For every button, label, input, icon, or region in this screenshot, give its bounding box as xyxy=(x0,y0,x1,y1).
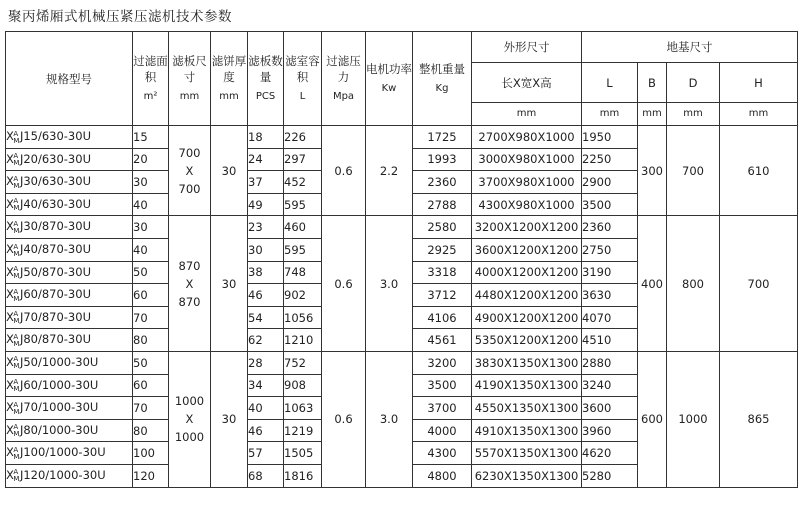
cell-weight: 3318 xyxy=(413,261,472,284)
cell-area: 30 xyxy=(133,216,169,239)
cell-pressure: 0.6 xyxy=(322,126,366,216)
header-B-unit: mm xyxy=(638,103,667,126)
cell-L: 4070 xyxy=(582,306,638,329)
table-row xyxy=(6,351,798,374)
cell-dimensions: 5350X1200X1200 xyxy=(472,329,582,352)
cell-cake-thickness: 30 xyxy=(211,216,248,352)
cell-dimensions: 4190X1350X1300 xyxy=(472,374,582,397)
cell-weight: 1993 xyxy=(413,148,472,171)
cell-H: 610 xyxy=(720,126,798,216)
header-weight: 整机重量 Kg xyxy=(413,32,472,126)
cell-L: 3630 xyxy=(582,284,638,307)
cell-L: 3240 xyxy=(582,374,638,397)
cell-dimensions: 4480X1200X1200 xyxy=(472,284,582,307)
cell-dimensions: 5570X1350X1300 xyxy=(472,442,582,465)
model-prefix: X A M xyxy=(6,445,19,461)
cell-model xyxy=(6,126,133,149)
model-code: J50/1000-30U xyxy=(19,354,99,369)
model-code: J40/870-30U xyxy=(19,242,91,257)
cell-plate-count: 24 xyxy=(248,148,284,171)
cell-weight: 2788 xyxy=(413,193,472,216)
cell-area: 50 xyxy=(133,351,169,374)
cell-model xyxy=(6,419,133,442)
model-prefix: X A M xyxy=(6,400,19,416)
cell-motor-power: 3.0 xyxy=(366,351,413,487)
page-title: 聚丙烯厢式机械压紧压滤机技术参数 xyxy=(8,9,232,25)
cell-model xyxy=(6,284,133,307)
model-prefix: X A M xyxy=(6,219,19,235)
header-col-D: D xyxy=(667,63,720,103)
cell-chamber-volume: 1063 xyxy=(284,397,322,420)
table-row xyxy=(6,126,798,149)
cell-L: 1950 xyxy=(582,126,638,149)
cell-model xyxy=(6,464,133,487)
model-code: J120/1000-30U xyxy=(19,467,106,482)
cell-weight: 3712 xyxy=(413,284,472,307)
cell-weight: 1725 xyxy=(413,126,472,149)
cell-weight: 3200 xyxy=(413,351,472,374)
model-code: J80/870-30U xyxy=(19,332,91,347)
model-prefix: X A M xyxy=(6,264,19,281)
cell-chamber-volume: 297 xyxy=(284,148,322,171)
cell-D: 1000 xyxy=(667,351,720,487)
header-model: 规格型号 xyxy=(6,32,133,126)
cell-chamber-volume: 748 xyxy=(284,261,322,284)
model-code: J30/870-30U xyxy=(19,219,91,234)
cell-plate-count: 30 xyxy=(248,238,284,261)
cell-model xyxy=(6,148,133,171)
plate-size-line: 1000 xyxy=(174,394,205,409)
cell-dimensions: 4000X1200X1200 xyxy=(472,261,582,284)
model-prefix: X A M xyxy=(6,354,19,371)
cell-plate-count: 49 xyxy=(248,193,284,216)
cell-L: 2900 xyxy=(582,171,638,194)
cell-weight: 3700 xyxy=(413,397,472,420)
cell-area: 15 xyxy=(133,126,169,149)
cell-dimensions: 2700X980X1000 xyxy=(472,126,582,149)
cell-H: 700 xyxy=(720,216,798,352)
cell-chamber-volume: 1219 xyxy=(284,419,322,442)
cell-dimensions: 4550X1350X1300 xyxy=(472,397,582,420)
cell-chamber-volume: 452 xyxy=(284,171,322,194)
cell-model xyxy=(6,329,133,352)
cell-B: 600 xyxy=(638,351,667,487)
header-motor-power: 电机功率 Kw xyxy=(366,32,413,126)
model-prefix: X A M xyxy=(6,422,19,439)
cell-model xyxy=(6,171,133,194)
plate-size-line: X xyxy=(185,276,194,291)
cell-model xyxy=(6,306,133,329)
cell-dimensions: 4300X980X1000 xyxy=(472,193,582,216)
cell-plate-count: 46 xyxy=(248,284,284,307)
cell-weight: 2925 xyxy=(413,238,472,261)
model-code: J20/630-30U xyxy=(19,151,91,166)
header-col-B: B xyxy=(638,63,667,103)
cell-D: 800 xyxy=(667,216,720,352)
cell-plate-count: 28 xyxy=(248,351,284,374)
cell-plate-size xyxy=(169,126,211,216)
cell-weight: 4106 xyxy=(413,306,472,329)
cell-L: 3190 xyxy=(582,261,638,284)
model-code: J100/1000-30U xyxy=(19,445,106,460)
cell-weight: 2360 xyxy=(413,171,472,194)
cell-chamber-volume: 752 xyxy=(284,351,322,374)
cell-area: 50 xyxy=(133,261,169,284)
header-plate-size: 滤板尺寸 mm xyxy=(169,32,211,126)
model-prefix: X A M xyxy=(6,377,19,394)
model-prefix: X A M xyxy=(6,242,19,258)
spec-table xyxy=(5,31,798,488)
cell-area: 40 xyxy=(133,193,169,216)
cell-chamber-volume: 1816 xyxy=(284,464,322,487)
cell-dimensions: 3700X980X1000 xyxy=(472,171,582,194)
cell-chamber-volume: 595 xyxy=(284,193,322,216)
cell-model xyxy=(6,193,133,216)
header-D-unit: mm xyxy=(667,103,720,126)
cell-L: 2880 xyxy=(582,351,638,374)
cell-weight: 4800 xyxy=(413,464,472,487)
cell-dimensions: 4910X1350X1300 xyxy=(472,419,582,442)
header-dimensions-sub: 长X宽X高 xyxy=(472,63,582,103)
model-prefix: X A M xyxy=(6,467,19,484)
cell-model xyxy=(6,351,133,374)
model-code: J30/630-30U xyxy=(19,174,91,189)
cell-plate-count: 23 xyxy=(248,216,284,239)
header-dimensions-unit: mm xyxy=(472,103,582,126)
header-H-unit: mm xyxy=(720,103,798,126)
cell-plate-count: 62 xyxy=(248,329,284,352)
header-dimensions: 外形尺寸 xyxy=(472,32,582,63)
cell-area: 40 xyxy=(133,238,169,261)
cell-chamber-volume: 226 xyxy=(284,126,322,149)
cell-B: 400 xyxy=(638,216,667,352)
cell-dimensions: 3200X1200X1200 xyxy=(472,216,582,239)
cell-dimensions: 3600X1200X1200 xyxy=(472,238,582,261)
cell-model xyxy=(6,238,133,261)
cell-cake-thickness: 30 xyxy=(211,126,248,216)
table-header xyxy=(6,32,798,126)
cell-plate-size xyxy=(169,216,211,352)
model-code: J80/1000-30U xyxy=(19,422,99,437)
cell-L: 4620 xyxy=(582,442,638,465)
header-chamber-volume: 滤室容积 L xyxy=(284,32,322,126)
cell-model xyxy=(6,397,133,420)
cell-weight: 4000 xyxy=(413,419,472,442)
cell-L: 2360 xyxy=(582,216,638,239)
header-pressure: 过滤压力 Mpa xyxy=(322,32,366,126)
cell-chamber-volume: 595 xyxy=(284,238,322,261)
cell-area: 100 xyxy=(133,442,169,465)
cell-L: 3960 xyxy=(582,419,638,442)
cell-D: 700 xyxy=(667,126,720,216)
header-L-unit: mm xyxy=(582,103,638,126)
cell-L: 2750 xyxy=(582,238,638,261)
cell-area: 20 xyxy=(133,148,169,171)
cell-plate-count: 57 xyxy=(248,442,284,465)
cell-pressure: 0.6 xyxy=(322,216,366,352)
plate-size-line: 700 xyxy=(178,145,201,160)
plate-size-line: 1000 xyxy=(174,430,205,445)
cell-model xyxy=(6,216,133,239)
cell-L: 2250 xyxy=(582,148,638,171)
cell-area: 60 xyxy=(133,284,169,307)
model-prefix: X A M xyxy=(6,332,19,348)
model-prefix: X A M xyxy=(6,309,19,326)
cell-motor-power: 3.0 xyxy=(366,216,413,352)
cell-area: 70 xyxy=(133,306,169,329)
model-prefix: X A M xyxy=(6,287,19,303)
cell-L: 3600 xyxy=(582,397,638,420)
cell-L: 3500 xyxy=(582,193,638,216)
cell-chamber-volume: 1056 xyxy=(284,306,322,329)
cell-plate-count: 46 xyxy=(248,419,284,442)
cell-pressure: 0.6 xyxy=(322,351,366,487)
model-code: J15/630-30U xyxy=(19,129,91,144)
cell-H: 865 xyxy=(720,351,798,487)
cell-area: 30 xyxy=(133,171,169,194)
cell-dimensions: 3830X1350X1300 xyxy=(472,351,582,374)
cell-plate-size xyxy=(169,351,211,487)
plate-size-line: 870 xyxy=(178,258,201,273)
cell-plate-count: 40 xyxy=(248,397,284,420)
header-foundation: 地基尺寸 xyxy=(582,32,798,63)
table-body xyxy=(6,126,798,488)
cell-L: 4510 xyxy=(582,329,638,352)
cell-dimensions: 4900X1200X1200 xyxy=(472,306,582,329)
model-code: J60/1000-30U xyxy=(19,377,99,392)
cell-L: 5280 xyxy=(582,464,638,487)
cell-chamber-volume: 908 xyxy=(284,374,322,397)
model-prefix: X A M xyxy=(6,129,19,145)
model-code: J60/870-30U xyxy=(19,287,91,302)
cell-weight: 4300 xyxy=(413,442,472,465)
plate-size-line: X xyxy=(185,163,194,178)
cell-area: 120 xyxy=(133,464,169,487)
cell-area: 80 xyxy=(133,329,169,352)
cell-area: 80 xyxy=(133,419,169,442)
header-col-H: H xyxy=(720,63,798,103)
cell-motor-power: 2.2 xyxy=(366,126,413,216)
cell-chamber-volume: 902 xyxy=(284,284,322,307)
cell-model xyxy=(6,442,133,465)
cell-dimensions: 3000X980X1000 xyxy=(472,148,582,171)
cell-area: 70 xyxy=(133,397,169,420)
cell-chamber-volume: 1505 xyxy=(284,442,322,465)
model-prefix: X A M xyxy=(6,174,19,190)
cell-chamber-volume: 1210 xyxy=(284,329,322,352)
header-col-L: L xyxy=(582,63,638,103)
model-code: J70/870-30U xyxy=(19,309,91,324)
cell-plate-count: 68 xyxy=(248,464,284,487)
cell-B: 300 xyxy=(638,126,667,216)
model-code: J70/1000-30U xyxy=(19,400,99,415)
cell-model xyxy=(6,374,133,397)
cell-plate-count: 37 xyxy=(248,171,284,194)
header-area: 过滤面积 m² xyxy=(133,32,169,126)
cell-model xyxy=(6,261,133,284)
cell-dimensions: 6230X1350X1300 xyxy=(472,464,582,487)
model-prefix: X A M xyxy=(6,151,19,168)
model-prefix: X A M xyxy=(6,196,19,213)
plate-size-line: 700 xyxy=(178,181,201,196)
cell-weight: 3500 xyxy=(413,374,472,397)
header-plate-count: 滤板数量 PCS xyxy=(248,32,284,126)
cell-area: 60 xyxy=(133,374,169,397)
plate-size-line: 870 xyxy=(178,294,201,309)
header-cake-thickness: 滤饼厚度 mm xyxy=(211,32,248,126)
model-code: J50/870-30U xyxy=(19,264,91,279)
plate-size-line: X xyxy=(185,412,194,427)
cell-plate-count: 18 xyxy=(248,126,284,149)
cell-weight: 2580 xyxy=(413,216,472,239)
cell-plate-count: 34 xyxy=(248,374,284,397)
cell-weight: 4561 xyxy=(413,329,472,352)
model-code: J40/630-30U xyxy=(19,196,91,211)
table-row xyxy=(6,216,798,239)
cell-chamber-volume: 460 xyxy=(284,216,322,239)
cell-cake-thickness: 30 xyxy=(211,351,248,487)
cell-plate-count: 38 xyxy=(248,261,284,284)
cell-plate-count: 54 xyxy=(248,306,284,329)
